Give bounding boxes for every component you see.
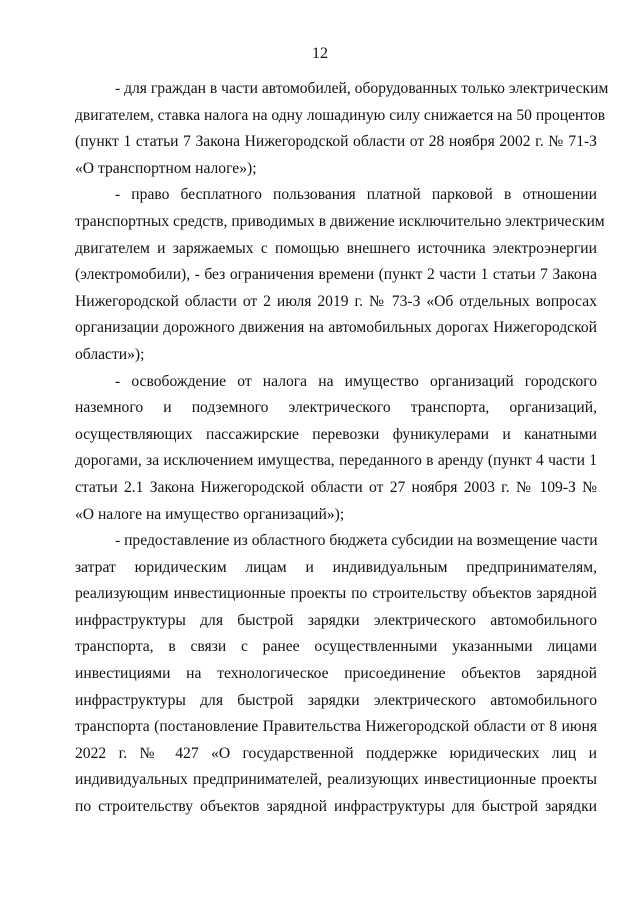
text-line: (электромобили), - без ограничения времени (пункт 2 части 1 статьи 7 Закона xyxy=(75,266,597,284)
text-line: дорогами, за исключением имущества, переданного в аренду (пункт 4 части 1 xyxy=(75,452,597,470)
text-line: транспорта (постановление Правительства Нижегородской области от 8 июня xyxy=(75,718,597,736)
text-line: - предоставление из областного бюджета субсидии на возмещение части xyxy=(115,532,598,550)
text-line: - освобождение от налога на имущество организаций городского xyxy=(115,372,597,390)
text-line: затрат юридическим лицам и индивидуальным предпринимателям, xyxy=(75,558,597,576)
text-line: инвестициями на технологическое присоединение объектов зарядной xyxy=(75,665,597,683)
text-line: «О транспортном налоге»); xyxy=(75,159,257,177)
document-body xyxy=(75,76,609,821)
paragraph-property-tax-exemption xyxy=(75,369,597,529)
paragraph-charging-infrastructure-subsidy xyxy=(75,528,597,821)
text-line: Нижегородской области от 2 июля 2019 г. № 73-З «Об отдельных вопросах xyxy=(75,292,597,310)
text-line: организации дорожного движения на автомобильных дорогах Нижегородской xyxy=(75,319,597,337)
text-line: транспортных средств, приводимых в движение исключительно электрическим xyxy=(75,212,605,230)
text-line: транспорта, в связи с ранее осуществленными указанными лицами xyxy=(75,638,597,656)
text-line: (пункт 1 статьи 7 Закона Нижегородской области от 28 ноября 2002 г. № 71-З xyxy=(75,133,597,151)
text-line: инфраструктуры для быстрой зарядки электрического автомобильного xyxy=(75,691,597,709)
text-line: 2022 г. № 427 «О государственной поддержке юридических лиц и xyxy=(75,744,597,762)
text-line: области»); xyxy=(75,345,145,363)
text-line: осуществляющих пассажирские перевозки фуникулерами и канатными xyxy=(75,425,597,443)
text-line: статьи 2.1 Закона Нижегородской области от 27 ноября 2003 г. № 109-З № xyxy=(75,478,597,496)
text-line: - право бесплатного пользования платной парковой в отношении xyxy=(115,186,597,204)
text-line: «О налоге на имущество организаций»); xyxy=(75,505,345,523)
text-line: инфраструктуры для быстрой зарядки электрического автомобильного xyxy=(75,611,597,629)
text-line: наземного и подземного электрического транспорта, организаций, xyxy=(75,399,597,417)
text-line: индивидуальных предпринимателей, реализующих инвестиционные проекты xyxy=(75,771,597,789)
paragraph-electric-car-tax-rate xyxy=(75,76,609,182)
page-number: 12 xyxy=(312,45,328,62)
text-line: реализующим инвестиционные проекты по строительству объектов зарядной xyxy=(75,585,597,603)
text-line: двигателем и заряжаемых с помощью внешнего источника электроэнергии xyxy=(75,239,597,257)
text-line: по строительству объектов зарядной инфраструктуры для быстрой зарядки xyxy=(75,798,597,816)
text-line: двигателем, ставка налога на одну лошадиную силу снижается на 50 процентов xyxy=(75,106,606,124)
text-line: - для граждан в части автомобилей, оборудованных только электрическим xyxy=(115,80,609,97)
paragraph-free-parking xyxy=(75,182,605,368)
